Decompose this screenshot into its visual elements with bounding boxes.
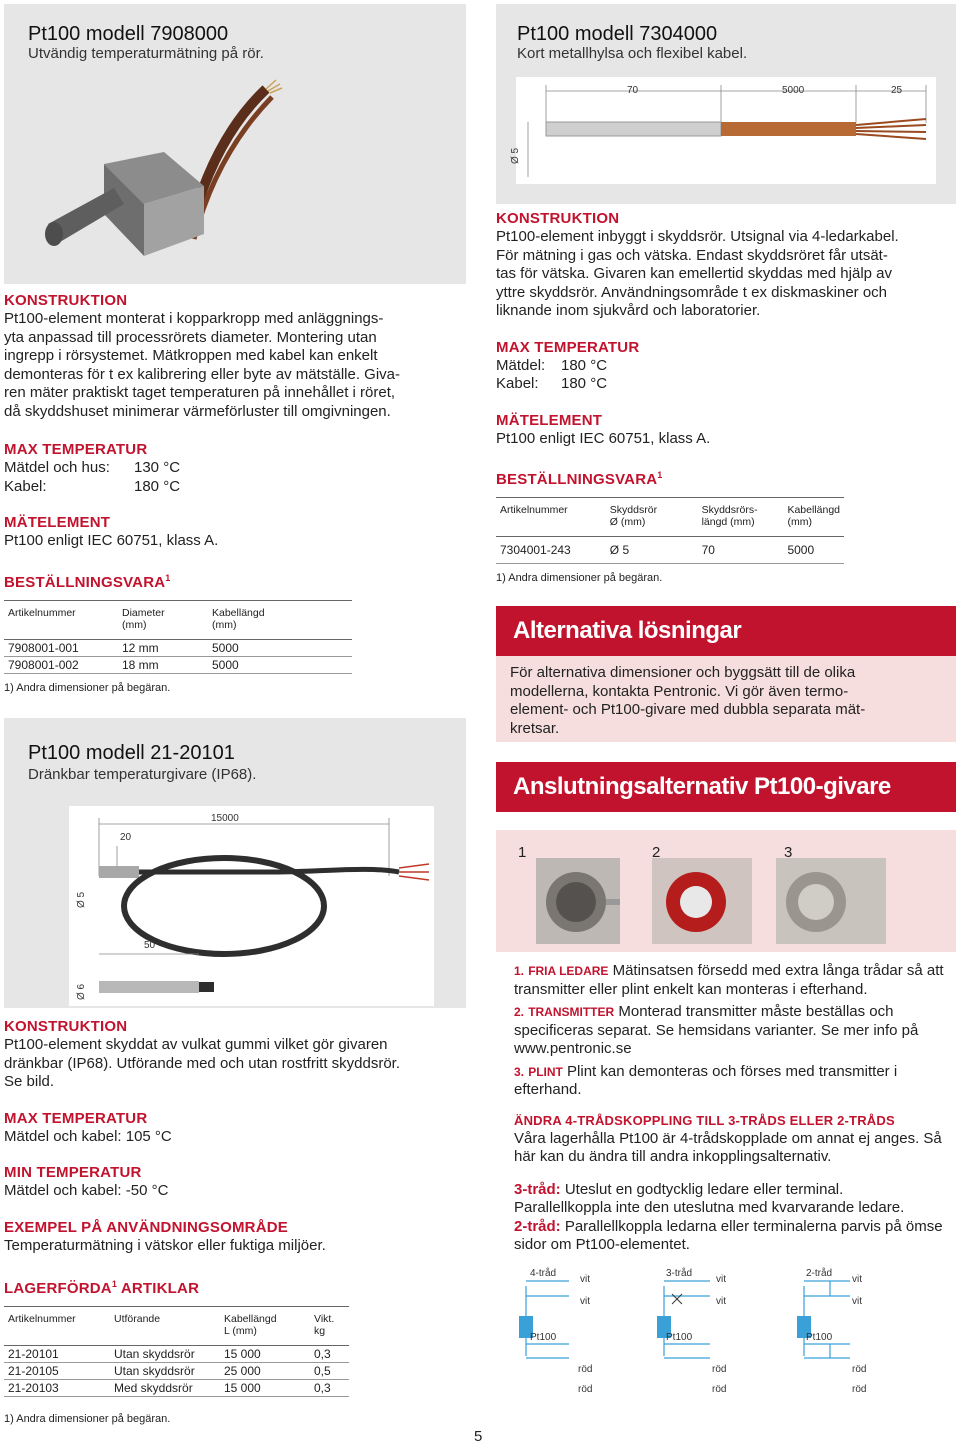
connection-item xyxy=(514,962,944,999)
page-number: 5 xyxy=(474,1428,483,1445)
maxtemp-label: Mätdel: xyxy=(496,356,546,374)
model2-dim-5000: 5000 xyxy=(782,85,805,96)
col-header: Artikelnummer xyxy=(8,606,76,619)
model3-construction-heading: KONSTRUKTION xyxy=(4,1018,128,1035)
wire-label: röd xyxy=(852,1364,867,1375)
model3-maxtemp-heading: MAX TEMPERATUR xyxy=(4,1109,148,1127)
model2-text xyxy=(496,210,956,584)
cell: 5000 xyxy=(787,543,815,557)
model2-drawing xyxy=(516,77,936,184)
cell: 25 000 xyxy=(224,1364,261,1378)
model2-maxtemp-row xyxy=(496,375,956,394)
model2-maxtemp-row xyxy=(496,357,956,376)
model1-subtitle: Utvändig temperaturmätning på rör. xyxy=(28,45,264,62)
model1-order-heading xyxy=(4,569,464,592)
model3-dim-15000: 15000 xyxy=(211,813,239,824)
alternatives-line: element- och Pt100-givare med dubbla separata mät- xyxy=(510,701,866,718)
table-row xyxy=(4,1346,349,1363)
model3-dim-diameter6: Ø 6 xyxy=(76,983,87,1000)
model2-panel xyxy=(496,4,956,204)
wire-label: vit xyxy=(716,1296,726,1307)
model2-construction-line: tas för vätska. Givaren kan emellertid skyddas med hjälp av xyxy=(496,265,893,282)
model1-construction-line: ren mäter praktiskt taget temperaturen på innehållet i röret, xyxy=(4,384,396,401)
cell: Ø 5 xyxy=(609,543,630,557)
cell: Utan skyddsrör xyxy=(114,1347,195,1361)
item-text: Plint kan demonteras och förses med transmitter i efterhand. xyxy=(514,1062,898,1098)
model1-order-table xyxy=(4,600,352,674)
table-row xyxy=(4,1380,349,1397)
model3-dim-diameter5: Ø 5 xyxy=(76,891,87,908)
wire-label: vit xyxy=(852,1274,862,1285)
model3-construction-line: Pt100-element skyddat av vulkat gummi vilket gör givaren xyxy=(4,1036,388,1053)
model2-dim-25: 25 xyxy=(891,85,903,96)
model2-construction-line: Pt100-element inbyggt i skyddsrör. Utsignal via 4-ledarkabel. xyxy=(496,228,899,245)
change-text: Våra lagerhålla Pt100 är 4-trådskopplade om annat ej anges. Så här kan du ändra till andra inkopplingsalternativ. xyxy=(514,1129,942,1165)
cell: 0,3 xyxy=(314,1381,331,1395)
wire-label: röd xyxy=(712,1364,727,1375)
model1-maxtemp-heading: MAX TEMPERATUR xyxy=(4,441,148,458)
model2-order-table xyxy=(496,497,844,564)
table-row xyxy=(496,537,844,564)
alternatives-line: modellerna, kontakta Pentronic. Vi gör även termo- xyxy=(510,682,849,700)
cell: 21-20103 xyxy=(8,1381,59,1395)
wiring-diagram-4 xyxy=(514,1266,644,1406)
model1-maxtemp-row xyxy=(4,478,464,497)
element-label: Pt100 xyxy=(530,1332,557,1343)
stock-heading-text: LAGERFÖRDA xyxy=(4,1280,112,1297)
order-sup: 1 xyxy=(657,470,663,480)
model3-maxtemp-text: Mätdel och kabel: 105 °C xyxy=(4,1127,172,1145)
item-text: Mätinsatsen försedd med extra långa trådar så att transmitter eller plint enkelt kan monteras i efterhand. xyxy=(514,962,944,998)
model3-panel xyxy=(4,718,466,1008)
maxtemp-label: Kabel: xyxy=(4,477,47,495)
cell: 5000 xyxy=(212,640,239,655)
item-head: PLINT xyxy=(528,1064,563,1079)
col-header: Kabellängd (mm) xyxy=(787,504,840,528)
connection-item xyxy=(514,1003,944,1059)
cell: 0,3 xyxy=(314,1347,331,1361)
order-heading-text: BESTÄLLNINGSVARA xyxy=(496,471,658,488)
model2-construction-line: För mätning i gas och vätska. Endast skyddsröret får utsät- xyxy=(496,246,888,264)
model3-subtitle: Dränkbar temperaturgivare (IP68). xyxy=(28,766,257,783)
col-header: Diameter (mm) xyxy=(122,606,165,631)
item-num: 3. xyxy=(514,1064,525,1079)
model3-dim-20: 20 xyxy=(120,832,132,843)
model3-stock-table xyxy=(4,1306,349,1397)
model1-element-heading: MÄTELEMENT xyxy=(4,514,111,531)
cell: 7908001-001 xyxy=(8,640,79,655)
col-header: Skyddsrör Ø (mm) xyxy=(609,504,658,528)
cell: 21-20101 xyxy=(8,1347,59,1361)
alternatives-title: Alternativa lösningar xyxy=(496,606,956,656)
model1-construction-line: Pt100-element monterat i kopparkropp med anläggnings- xyxy=(4,310,384,327)
model1-maxtemp-row xyxy=(4,459,464,478)
wire-label: röd xyxy=(578,1364,593,1375)
alternatives-line: kretsar. xyxy=(510,719,560,737)
model2-order-heading xyxy=(496,466,956,489)
col-header: Kabellängd L (mm) xyxy=(224,1313,277,1337)
col-header: Artikelnummer xyxy=(500,504,568,516)
item-head: TRANSMITTER xyxy=(528,1005,615,1019)
model3-construction-line: dränkbar (IP68). Utförande med och utan rostfritt skyddsrör. xyxy=(4,1054,401,1072)
model1-construction-line: ingrepp i rörsystemet. Mätkroppen med kabel kan enkelt xyxy=(4,347,378,364)
order-heading-text: BESTÄLLNINGSVARA xyxy=(4,573,166,591)
wire-label: vit xyxy=(580,1296,590,1307)
cell: 21-20105 xyxy=(8,1364,59,1378)
cell: 7908001-002 xyxy=(8,657,79,672)
photo-number: 1 xyxy=(518,844,527,861)
wire-label: röd xyxy=(578,1384,593,1395)
connection-photos xyxy=(496,830,956,952)
three-wire-body: Uteslut en godtycklig ledare eller terminal. Parallellkoppla inte den uteslutna med kvarvarande ledare. xyxy=(514,1180,905,1216)
model1-sensor-image xyxy=(4,64,466,284)
wire-label: vit xyxy=(580,1274,590,1285)
model2-dim-diameter: Ø 5 xyxy=(510,147,521,164)
table-row xyxy=(4,639,352,656)
model2-subtitle: Kort metallhylsa och flexibel kabel. xyxy=(517,45,748,62)
model3-footnote: 1) Andra dimensioner på begäran. xyxy=(4,1413,171,1425)
wire-label: röd xyxy=(852,1384,867,1395)
two-wire-text xyxy=(514,1218,944,1255)
wire-label: vit xyxy=(716,1274,726,1285)
maxtemp-label: Mätdel och hus: xyxy=(4,459,110,476)
maxtemp-label: Kabel: xyxy=(496,375,539,392)
cell: 15 000 xyxy=(224,1381,261,1395)
wire-label: röd xyxy=(712,1384,727,1395)
cell: 7304001-243 xyxy=(500,543,571,557)
wire-label: vit xyxy=(852,1296,862,1307)
cell: 12 mm xyxy=(122,640,159,655)
model1-construction-line: då skyddshuset minimerar värmeförluster till omgivningen. xyxy=(4,402,391,420)
wiring-diagram-2 xyxy=(790,1266,930,1406)
connection-item xyxy=(514,1063,944,1100)
model1-title: Pt100 modell 7908000 xyxy=(28,23,229,45)
model2-element-text: Pt100 enligt IEC 60751, klass A. xyxy=(496,429,711,447)
col-header: Artikelnummer xyxy=(8,1313,76,1325)
wiring-type: 4-tråd xyxy=(530,1268,557,1279)
model2-title: Pt100 modell 7304000 xyxy=(517,23,718,45)
model3-construction-line: Se bild. xyxy=(4,1073,55,1090)
model2-construction-heading: KONSTRUKTION xyxy=(496,210,620,227)
cell: 15 000 xyxy=(224,1347,261,1361)
model3-mintemp-heading: MIN TEMPERATUR xyxy=(4,1164,142,1181)
model3-example-heading: EXEMPEL PÅ ANVÄNDNINGSOMRÅDE xyxy=(4,1218,288,1236)
three-wire-text xyxy=(514,1181,944,1218)
wiring-type: 2-tråd xyxy=(806,1268,833,1279)
model3-text xyxy=(4,1018,464,1425)
item-num: 1. xyxy=(514,964,525,978)
photo-number: 2 xyxy=(652,844,661,861)
model3-stock-heading xyxy=(4,1275,464,1298)
model2-dim-70: 70 xyxy=(627,85,639,96)
photo-number: 3 xyxy=(784,844,793,861)
cell: 5000 xyxy=(212,657,239,672)
model1-element-text: Pt100 enligt IEC 60751, klass A. xyxy=(4,532,219,549)
model2-construction-line: yttre skyddsrör. Användningsområde t ex diskmaskiner och xyxy=(496,283,888,301)
model2-footnote: 1) Andra dimensioner på begäran. xyxy=(496,572,663,584)
stock-heading-text2: ARTIKLAR xyxy=(117,1280,200,1297)
cell: Med skyddsrör xyxy=(114,1381,193,1395)
col-header: Utförande xyxy=(114,1313,161,1325)
cell: 70 xyxy=(701,543,715,557)
two-wire-head: 2-tråd: xyxy=(514,1217,561,1235)
connection-title: Anslutningsalternativ Pt100-givare xyxy=(496,762,956,812)
alternatives-box xyxy=(496,656,956,742)
three-wire-head: 3-tråd: xyxy=(514,1180,561,1198)
item-text: Monterad transmitter måste beställas och specificeras separat. Se hemsidans varianter. Se mer info på www.pentronic.se xyxy=(514,1003,919,1057)
cell: 18 mm xyxy=(122,657,159,672)
col-header: Skyddsrörs- längd (mm) xyxy=(701,504,758,528)
model3-dim-50: 50 xyxy=(144,940,156,951)
element-label: Pt100 xyxy=(806,1332,833,1343)
two-wire-body: Parallellkoppla ledarna eller terminalerna parvis på ömse sidor om Pt100-elementet. xyxy=(514,1217,943,1253)
cell: Utan skyddsrör xyxy=(114,1364,195,1378)
connection-photo-strip xyxy=(496,830,956,952)
model2-construction-line: liknande inom sjukvård och laboratorier. xyxy=(496,302,761,319)
cell: 0,5 xyxy=(314,1364,331,1378)
model1-text xyxy=(4,292,464,694)
table-row xyxy=(4,1363,349,1380)
model2-maxtemp-heading: MAX TEMPERATUR xyxy=(496,338,640,356)
wiring-type: 3-tråd xyxy=(666,1268,693,1279)
model1-construction-heading: KONSTRUKTION xyxy=(4,292,128,309)
stock-sup: 1 xyxy=(111,1279,118,1289)
item-head: FRIA LEDARE xyxy=(528,964,609,978)
order-sup: 1 xyxy=(165,572,171,583)
change-heading: ÄNDRA 4-TRÅDSKOPPLING TILL 3-TRÅDS ELLER 2-TRÅDS xyxy=(514,1112,895,1128)
maxtemp-value: 180 °C xyxy=(134,477,181,495)
maxtemp-value: 180 °C xyxy=(561,356,608,374)
wiring-diagram-3 xyxy=(650,1266,790,1406)
model1-footnote: 1) Andra dimensioner på begäran. xyxy=(4,681,171,694)
item-num: 2. xyxy=(514,1005,525,1019)
model3-mintemp-text: Mätdel och kabel: -50 °C xyxy=(4,1182,169,1199)
model3-title: Pt100 modell 21-20101 xyxy=(28,742,235,764)
maxtemp-value: 130 °C xyxy=(134,459,181,476)
alternatives-line: För alternativa dimensioner och byggsätt till de olika xyxy=(510,664,856,681)
table-row xyxy=(4,656,352,673)
element-label: Pt100 xyxy=(666,1332,693,1343)
col-header: Vikt. kg xyxy=(314,1313,335,1337)
model1-construction-line: demonteras för t ex kalibrering eller byte av mätställe. Giva- xyxy=(4,365,400,383)
col-header: Kabellängd (mm) xyxy=(212,606,265,631)
model1-panel xyxy=(4,4,466,284)
model3-example-text: Temperaturmätning i vätskor eller fuktiga miljöer. xyxy=(4,1236,326,1254)
model1-construction-line: yta anpassad till processrörets diameter. Montering utan xyxy=(4,328,377,346)
model2-element-heading: MÄTELEMENT xyxy=(496,411,603,429)
maxtemp-value: 180 °C xyxy=(561,375,608,392)
connection-text xyxy=(514,962,944,1255)
